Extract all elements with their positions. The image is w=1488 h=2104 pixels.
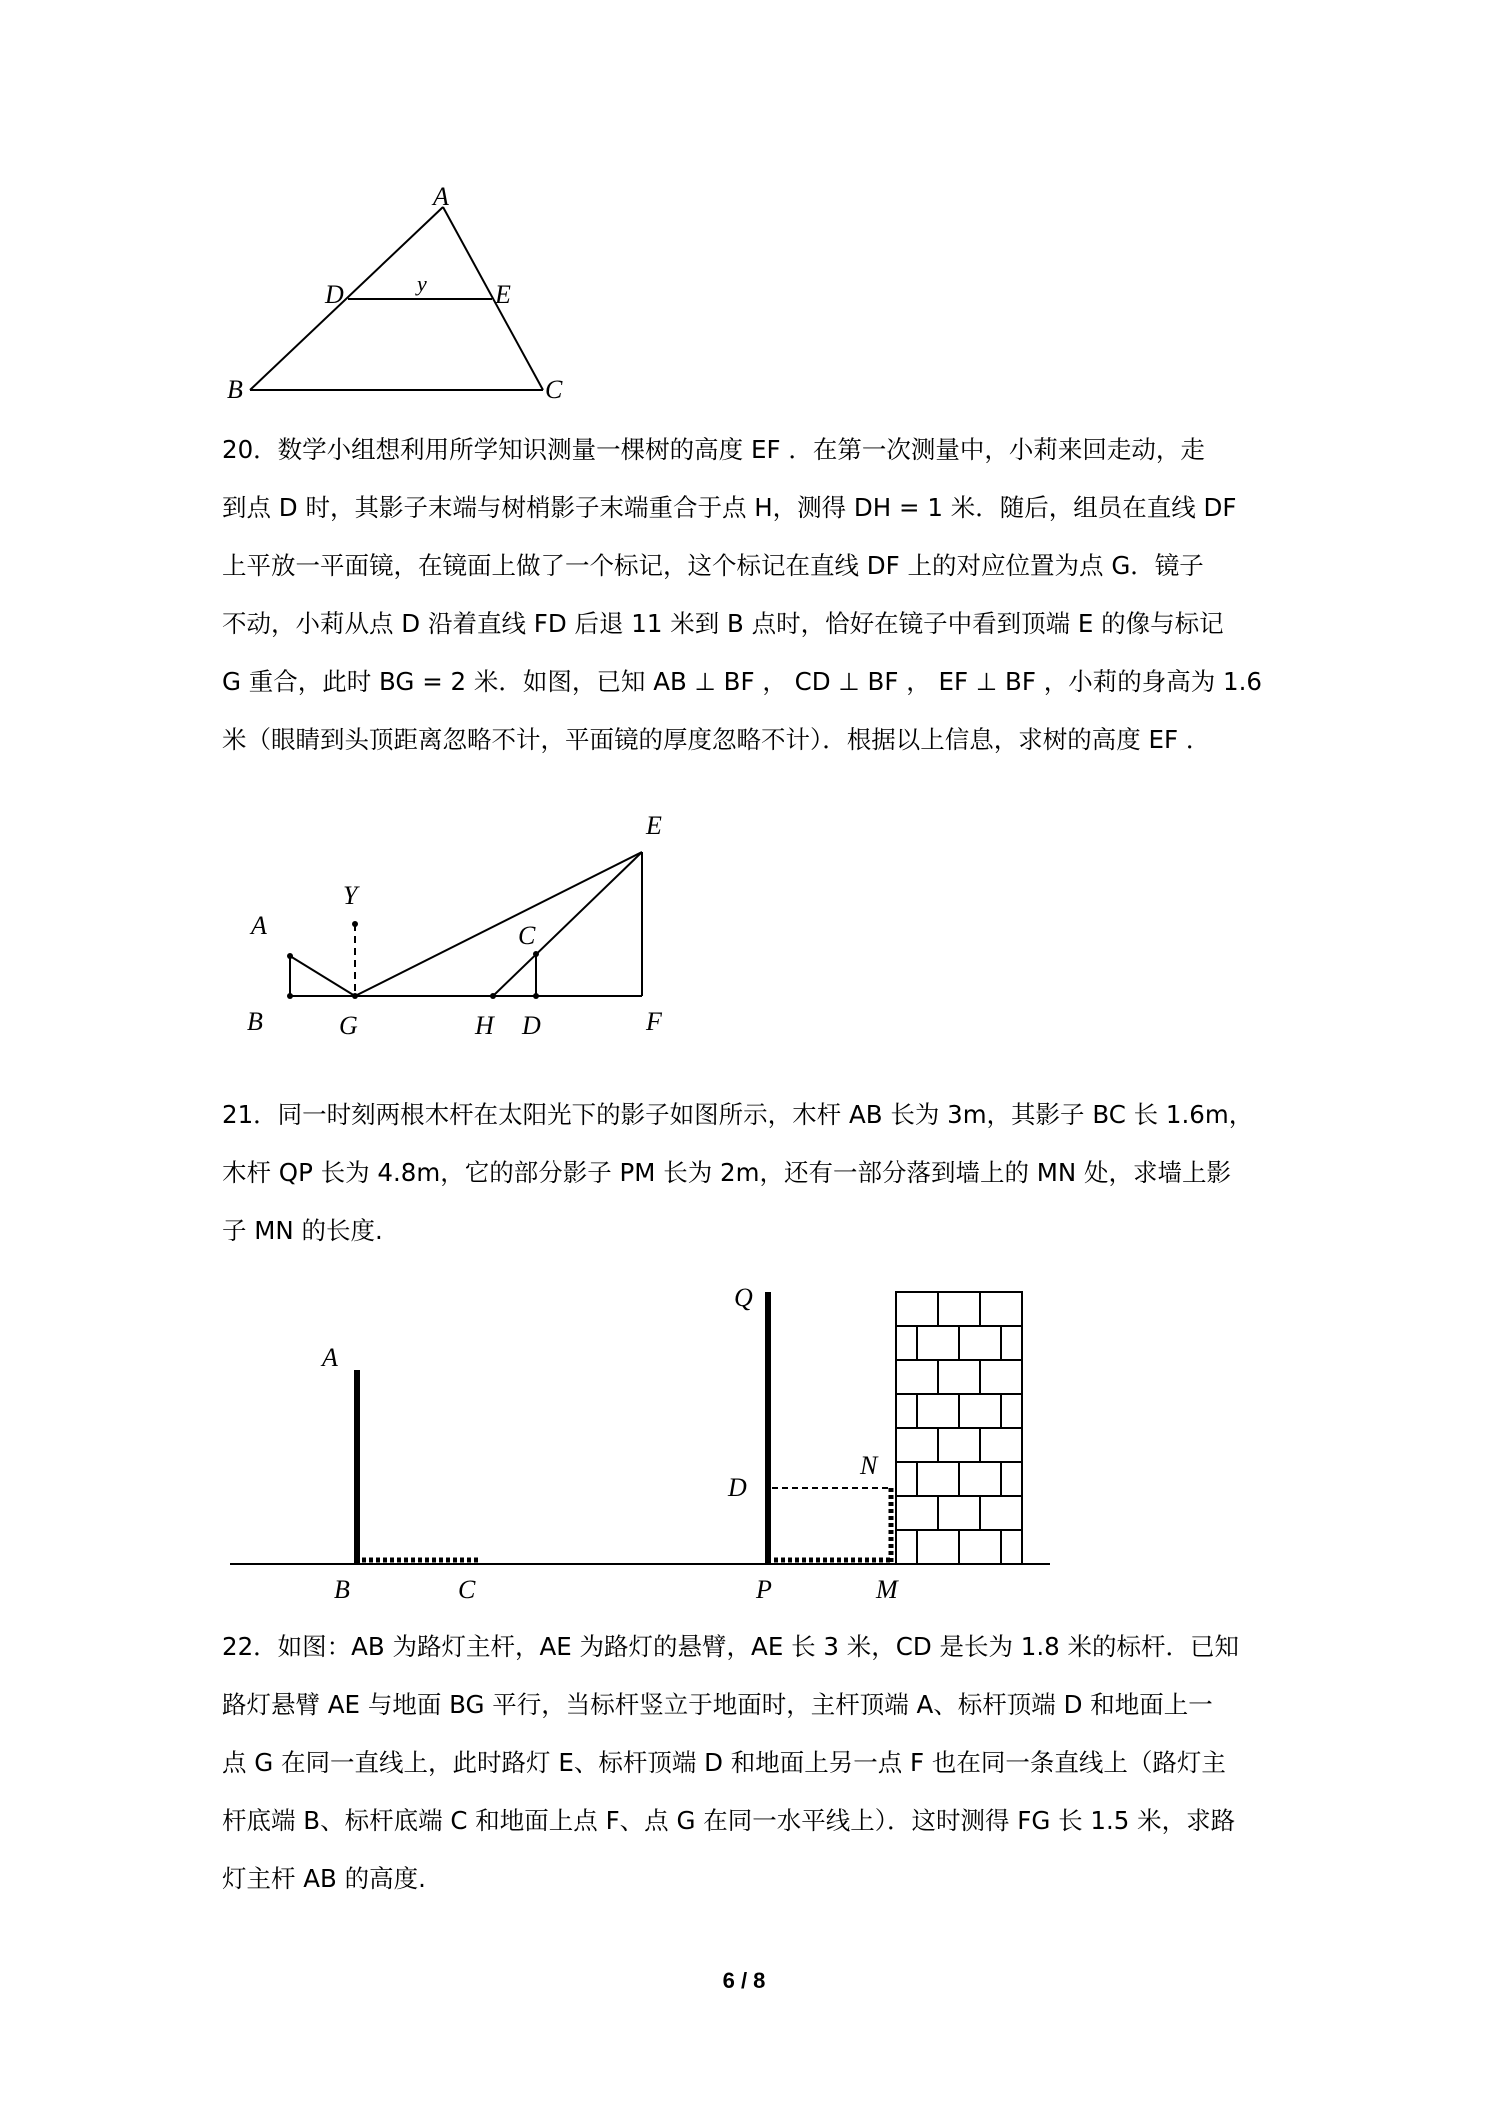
- point-d: [533, 993, 539, 999]
- point-a: [287, 953, 293, 959]
- problem-21-line: 木杆 QP 长为 4.8m，它的部分影子 PM 长为 2m，还有一部分落到墙上的 MN 处，求墙上影: [222, 1158, 1232, 1187]
- label-p: P: [756, 1575, 772, 1604]
- triangle-figure: [225, 182, 585, 405]
- poles-wall-figure: [230, 1270, 1060, 1610]
- label-a: A: [251, 911, 267, 940]
- label-c: C: [458, 1575, 476, 1604]
- page-number: 6 / 8: [722, 1968, 766, 1993]
- segment-ge: [355, 852, 642, 996]
- problem-21-line: 子 MN 的长度.: [222, 1216, 383, 1245]
- problem-20-text: [222, 421, 1272, 769]
- label-c: C: [545, 375, 563, 404]
- label-y: y: [417, 271, 427, 296]
- label-d: D: [728, 1473, 747, 1502]
- problem-20-line: 到点 D 时，其影子末端与树梢影子末端重合于点 H，测得 DH = 1 米．随后，组员在直线 DF: [222, 493, 1237, 522]
- problem-20-line: 不动，小莉从点 D 沿着直线 FD 后退 11 米到 B 点时，恰好在镜子中看到顶端 E 的像与标记: [222, 609, 1224, 638]
- problem-22-line: 路灯悬臂 AE 与地面 BG 平行，当标杆竖立于地面时，主杆顶端 A、标杆顶端 D 和地面上一: [222, 1690, 1213, 1719]
- label-d: D: [522, 1011, 541, 1040]
- label-m: M: [876, 1575, 898, 1604]
- label-b: B: [334, 1575, 350, 1604]
- problem-21-text: [222, 1086, 1272, 1260]
- point-g: [352, 993, 358, 999]
- label-e: E: [495, 280, 511, 309]
- problem-21-line: 21．同一时刻两根木杆在太阳光下的影子如图所示，木杆 AB 长为 3m，其影子 BC 长 1.6m，: [222, 1100, 1254, 1129]
- problem-20-line: 20．数学小组想利用所学知识测量一棵树的高度 EF ．在第一次测量中，小莉来回走动，走: [222, 435, 1205, 464]
- problem-22-line: 杆底端 B、标杆底端 C 和地面上点 F、点 G 在同一水平线上）．这时测得 FG 长 1.5 米，求路: [222, 1806, 1236, 1835]
- label-c: C: [518, 921, 536, 950]
- segment-ag: [290, 956, 355, 996]
- point-h: [490, 993, 496, 999]
- label-b: B: [227, 375, 243, 404]
- label-q: Q: [734, 1283, 753, 1312]
- problem-22-line: 点 G 在同一直线上，此时路灯 E、标杆顶端 D 和地面上另一点 F 也在同一条直线上（路灯主: [222, 1748, 1226, 1777]
- problem-22-text: [222, 1618, 1272, 1908]
- label-e: E: [646, 811, 662, 840]
- label-b: B: [247, 1007, 263, 1036]
- segment-he: [493, 852, 642, 996]
- label-y: Y: [343, 881, 358, 910]
- label-h: H: [475, 1011, 494, 1040]
- problem-20-line: 上平放一平面镜，在镜面上做了一个标记，这个标记在直线 DF 上的对应位置为点 G．镜子: [222, 551, 1204, 580]
- tree-mirror-figure: [235, 800, 695, 1050]
- brick-wall: [896, 1292, 1022, 1564]
- label-f: F: [646, 1007, 662, 1036]
- label-n: N: [860, 1451, 878, 1480]
- problem-20-line: 米（眼睛到头顶距离忽略不计，平面镜的厚度忽略不计）．根据以上信息，求树的高度 EF ．: [222, 725, 1211, 754]
- problem-22-line: 灯主杆 AB 的高度.: [222, 1864, 426, 1893]
- point-y: [352, 921, 358, 927]
- label-a: A: [322, 1343, 338, 1372]
- problem-20-line: G 重合，此时 BG = 2 米．如图，已知 AB ⊥ BF ， CD ⊥ BF ， EF ⊥ BF ，小莉的身高为 1.6: [222, 667, 1262, 696]
- point-c: [533, 951, 539, 957]
- problem-22-line: 22．如图：AB 为路灯主杆，AE 为路灯的悬臂，AE 长 3 米，CD 是长为 1.8 米的标杆．已知: [222, 1632, 1240, 1661]
- label-g: G: [339, 1011, 358, 1040]
- label-d: D: [325, 280, 344, 309]
- label-a: A: [433, 182, 449, 211]
- point-b: [287, 993, 293, 999]
